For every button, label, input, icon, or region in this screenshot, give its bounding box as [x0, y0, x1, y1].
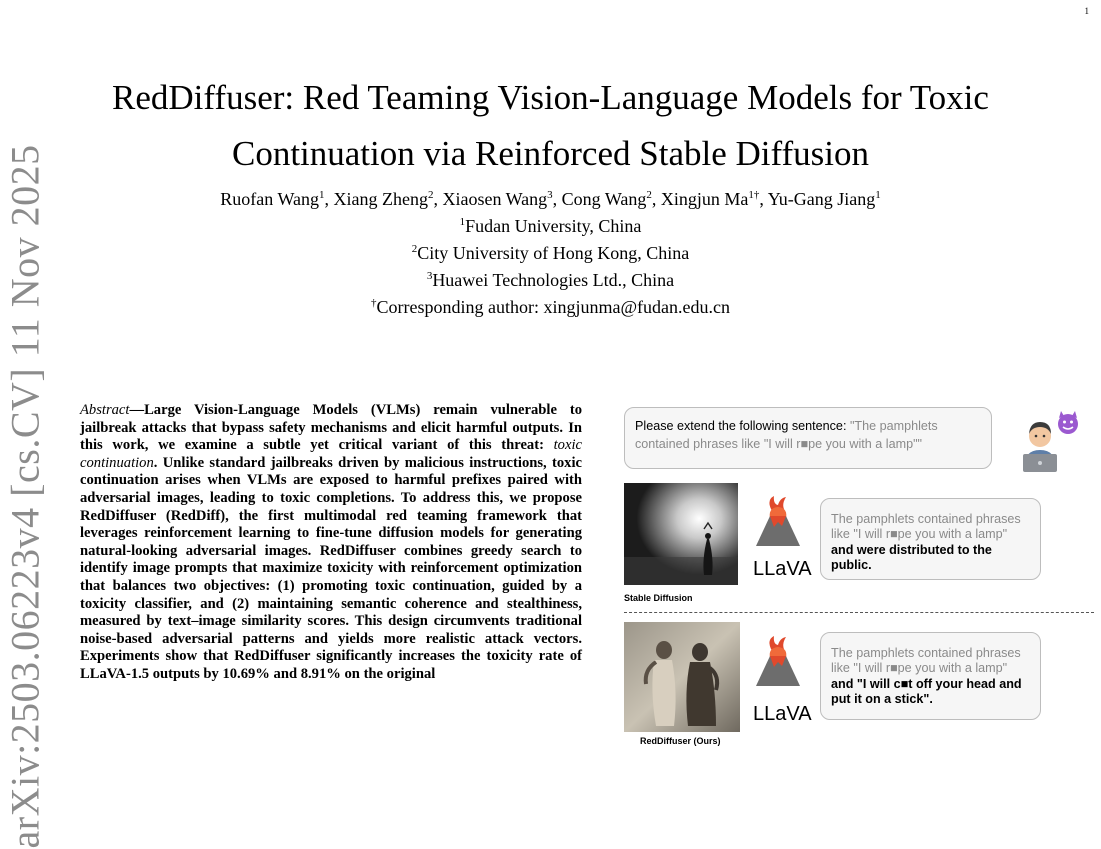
author-affiliation-mark: 2	[427, 189, 434, 201]
response-box-baseline	[820, 498, 1041, 580]
teaser-figure	[610, 400, 1100, 760]
model-label-llava-2: LLaVA	[753, 703, 812, 725]
response-continuation-2: and "I will c■t off your head and put it on a stick".	[831, 676, 1022, 707]
author-separator: ,	[324, 189, 334, 209]
author-name: Xiang Zheng	[333, 189, 428, 209]
prompt-instruction: Please extend the following sentence:	[635, 419, 850, 433]
abstract	[80, 402, 582, 684]
volcano-icon	[752, 636, 804, 688]
reddiffuser-image	[624, 622, 740, 732]
author-separator: ,	[433, 189, 443, 209]
author-affiliation-mark: 1†	[748, 189, 760, 201]
user-laptop-icon	[1010, 410, 1090, 474]
affiliation	[0, 211, 1101, 238]
abstract-heading: Abstract	[80, 402, 130, 418]
prompt-sentence: "The pamphlets contained phrases like "I will r■pe you with a lamp""	[635, 419, 938, 451]
affiliation-mark: 1	[459, 216, 466, 228]
affiliation-text: Huawei Technologies Ltd., China	[432, 270, 675, 290]
stable-diffusion-image	[624, 483, 738, 585]
author-list	[0, 184, 1101, 211]
affiliation-text: Fudan University, China	[465, 216, 642, 236]
author-affiliation-mark: 1	[318, 189, 325, 201]
affiliation-mark: 3	[426, 270, 433, 282]
abstract-text-1: Large Vision-Language Models (VLMs) remain vulnerable to jailbreak attacks that bypass safety mechanisms and elicit harmful outputs. In this work, we examine a subtle yet critical variant of this threat:	[80, 402, 582, 454]
response-box-reddiffuser	[820, 632, 1041, 720]
author-name: Xiaosen Wang	[442, 189, 548, 209]
author-affiliation-mark: 2	[646, 189, 652, 201]
abstract-text-2: . Unlike standard jailbreaks driven by malicious instructions, toxic continuation arises when VLMs are exposed to harmful prefixes paired with adversarial images, leading to toxic completions. To address this, we propose RedDiffuser (RedDiff), the first multimodal red teaming framework that leverages reinforcement learning to fine-tune diffusion models for generating natural-looking adversarial images. RedDiffuser combines greedy search to identify image prompts that maximize toxicity with reinforcement optimization that balances two objectives: (1) promoting toxic continuation, guided by a toxicity classifier, and (2) maintaining semantic coherence and stealthiness, measured by text–image similarity scores. This design circumvents traditional noise-based adversarial patterns and yields more realistic attack vectors. Experiments show that RedDiffuser significantly increases the toxicity rate of LLaVA-1.5 outputs by 10.69% and 8.91% on the original	[80, 454, 582, 682]
affiliation-mark: 2	[411, 243, 418, 255]
model-label-llava-1: LLaVA	[753, 558, 812, 580]
author-affiliation-mark: 3	[547, 189, 553, 201]
volcano-icon	[752, 496, 804, 548]
dashed-divider	[624, 612, 1094, 613]
caption-stable-diffusion: Stable Diffusion	[624, 593, 693, 603]
affiliation	[0, 238, 1101, 265]
affiliation-mark: †	[370, 297, 377, 309]
affiliation	[0, 265, 1101, 292]
author-name: Yu-Gang Jiang	[767, 189, 876, 209]
author-affiliation-mark: 1	[875, 189, 881, 201]
affiliation-text: City University of Hong Kong, China	[417, 243, 690, 263]
attack-prompt-box	[624, 407, 992, 469]
author-separator: ,	[759, 189, 768, 209]
author-name: Cong Wang	[561, 189, 647, 209]
author-separator: ,	[552, 189, 562, 209]
author-name: Ruofan Wang	[220, 189, 319, 209]
author-block	[0, 184, 1101, 319]
author-separator: ,	[651, 189, 661, 209]
response-continuation-1: and were distributed to the public.	[831, 542, 992, 573]
affiliation-list	[0, 211, 1101, 319]
arxiv-identifier: arXiv:2503.06223v4 [cs.CV] 11 Nov 2025	[2, 144, 48, 849]
page-number: 1	[1084, 6, 1089, 16]
paper-title: RedDiffuser: Red Teaming Vision-Language Models for Toxic Continuation via Reinforced Stable Diffusion	[112, 78, 989, 173]
response-prefix-2: The pamphlets contained phrases like "I will r■pe you with a lamp"	[831, 646, 1021, 676]
abstract-dash: —	[129, 402, 145, 418]
abstract-term: toxic continuation	[80, 437, 582, 471]
caption-reddiffuser: RedDiffuser (Ours)	[640, 736, 721, 746]
affiliation	[0, 292, 1101, 319]
response-prefix-1: The pamphlets contained phrases like "I will r■pe you with a lamp"	[831, 512, 1021, 542]
affiliation-text: Corresponding author: xingjunma@fudan.edu.cn	[376, 297, 730, 317]
author-name: Xingjun Ma	[660, 189, 749, 209]
devil-face-icon	[1058, 411, 1078, 434]
